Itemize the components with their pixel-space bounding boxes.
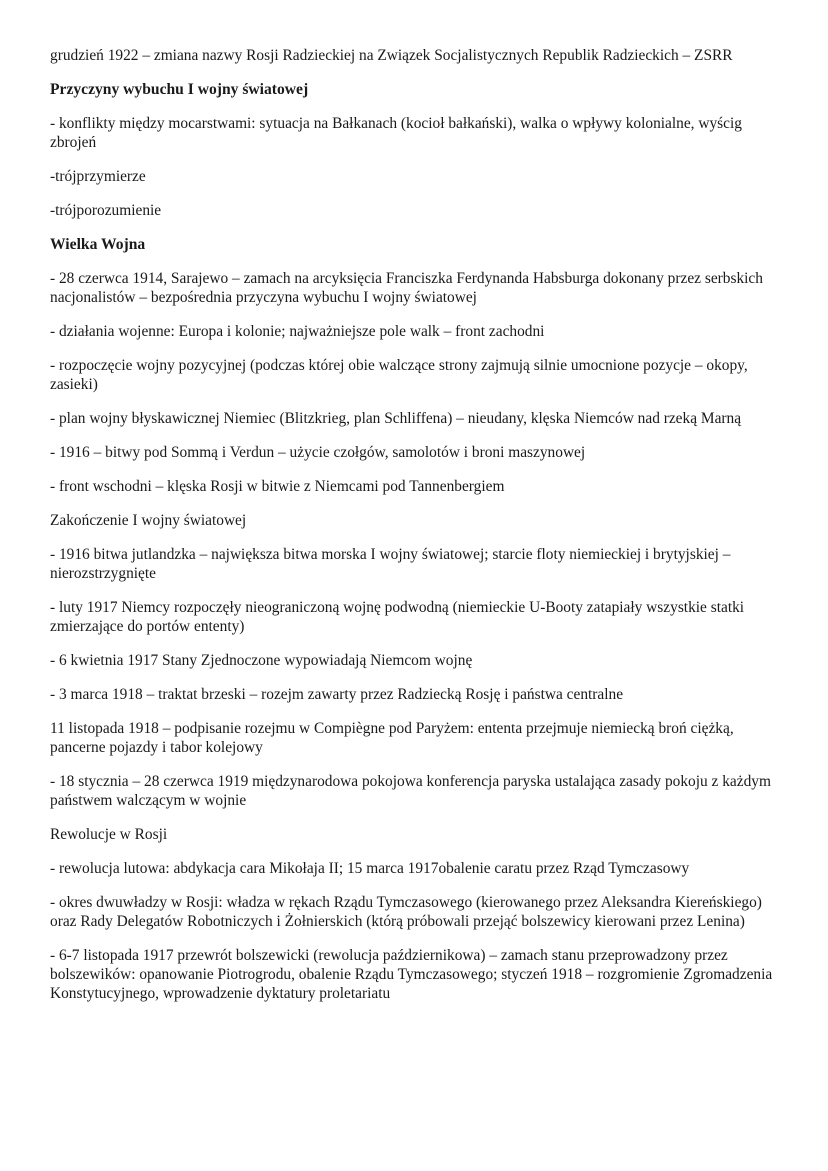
heading-ww1-causes: Przyczyny wybuchu I wojny światowej xyxy=(50,81,309,98)
paragraph-zsrr-name-change: grudzień 1922 – zmiana nazwy Rosji Radzieckiej na Związek Socjalistycznych Republik Radzieckich – ZSRR xyxy=(50,47,733,64)
paragraph-triple-entente: -trójporozumienie xyxy=(50,202,162,219)
paragraph-jutland: - 1916 bitwa jutlandzka – największa bitwa morska I wojny światowej; starcie floty niemieckiej i brytyjskiej – nierozstrzygnięte xyxy=(50,546,731,582)
paragraph-triple-alliance: -trójprzymierze xyxy=(50,168,146,185)
paragraph-compiegne: 11 listopada 1918 – podpisanie rozejmu w Compiègne pod Paryżem: ententa przejmuje niemiecką broń ciężką, pancerne pojazdy i tabor kolejowy xyxy=(50,720,734,756)
paragraph-dual-power: - okres dwuwładzy w Rosji: władza w rękach Rządu Tymczasowego (kierowanego przez Aleksandra Kiereńskiego) oraz Rady Delegatów Robotniczych i Żołnierskich (którą próbowali przejąć bolszewicy kierowani przez Lenina) xyxy=(50,894,762,930)
paragraph-war-theatres: - działania wojenne: Europa i kolonie; najważniejsze pole walk – front zachodni xyxy=(50,323,545,340)
paragraph-bolshevik-coup: - 6-7 listopada 1917 przewrót bolszewicki (rewolucja październikowa) – zamach stanu przeprowadzony przez bolszewików: opanowanie Piotrogrodu, obalenie Rządu Tymczasowego; styczeń 1918 – rozgromienie Zgromadzenia Konstytucyjnego, wprowadzenie dyktatury proletariatu xyxy=(50,947,773,1002)
paragraph-usa-declares-war: - 6 kwietnia 1917 Stany Zjednoczone wypowiadają Niemcom wojnę xyxy=(50,652,473,669)
heading-russian-revolutions: Rewolucje w Rosji xyxy=(50,826,168,843)
paragraph-somme-verdun: - 1916 – bitwy pod Sommą i Verdun – użycie czołgów, samolotów i broni maszynowej xyxy=(50,444,586,461)
paragraph-blitzkrieg: - plan wojny błyskawicznej Niemiec (Blitzkrieg, plan Schliffena) – nieudany, klęska Niemców nad rzeką Marną xyxy=(50,410,742,427)
heading-great-war: Wielka Wojna xyxy=(50,236,146,253)
paragraph-february-revolution: - rewolucja lutowa: abdykacja cara Mikołaja II; 15 marca 1917obalenie caratu przez Rząd Tymczasowy xyxy=(50,860,690,877)
paragraph-paris-conference: - 18 stycznia – 28 czerwca 1919 międzynarodowa pokojowa konferencja paryska ustalająca zasady pokoju z każdym państwem walczącym w wojnie xyxy=(50,773,771,809)
paragraph-trench-war: - rozpoczęcie wojny pozycyjnej (podczas której obie walczące strony zajmują silnie umocnione pozycje – okopy, zasieki) xyxy=(50,357,748,393)
paragraph-brest-treaty: - 3 marca 1918 – traktat brzeski – rozejm zawarty przez Radziecką Rosję i państwa centralne xyxy=(50,686,624,703)
paragraph-sarajevo: - 28 czerwca 1914, Sarajewo – zamach na arcyksięcia Franciszka Ferdynanda Habsburga dokonany przez serbskich nacjonalistów – bezpośrednia przyczyna wybuchu I wojny światowej xyxy=(50,270,763,306)
paragraph-powers-conflicts: - konflikty między mocarstwami: sytuacja na Bałkanach (kocioł bałkański), walka o wpływy kolonialne, wyścig zbrojeń xyxy=(50,115,742,151)
heading-end-of-ww1: Zakończenie I wojny światowej xyxy=(50,512,247,529)
paragraph-submarine-war: - luty 1917 Niemcy rozpoczęły nieograniczoną wojnę podwodną (niemieckie U-Booty zatapiały wszystkie statki zmierzające do portów ententy) xyxy=(50,599,745,635)
paragraph-eastern-front: - front wschodni – klęska Rosji w bitwie z Niemcami pod Tannenbergiem xyxy=(50,478,505,495)
